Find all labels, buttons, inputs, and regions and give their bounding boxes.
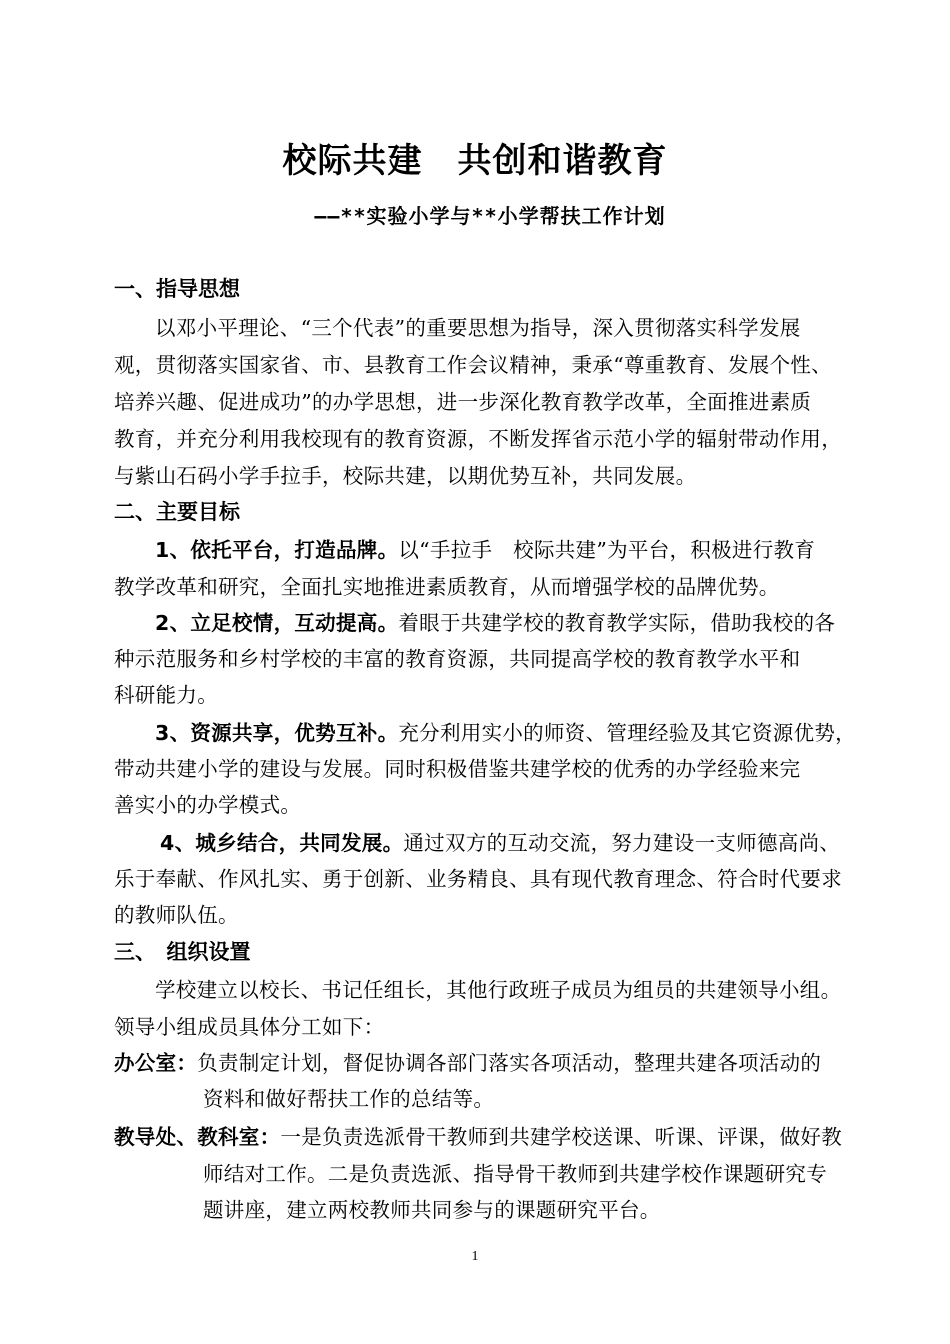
goal-4-title: 4、城乡结合，共同发展。 bbox=[160, 831, 404, 855]
paragraph-line: 的教师队伍。 bbox=[114, 903, 239, 927]
goal-4-text: 通过双方的互动交流，努力建设一支师德高尚、 bbox=[403, 831, 841, 855]
paragraph-line: 观，贯彻落实国家省、市、县教育工作会议精神，秉承“尊重教育、发展个性、 bbox=[114, 353, 832, 377]
goal-1-text: 以“手拉手 校际共建”为平台，积极进行教育 bbox=[398, 538, 816, 562]
section-heading-guiding-ideology: 一、指导思想 bbox=[114, 277, 240, 301]
goal-3-line bbox=[155, 716, 856, 746]
goal-3-text: 充分利用实小的师资、管理经验及其它资源优势， bbox=[398, 721, 856, 745]
paragraph-line: 资料和做好帮扶工作的总结等。 bbox=[203, 1087, 495, 1111]
page-number: 1 bbox=[471, 1249, 479, 1264]
goal-1-title: 1、依托平台，打造品牌。 bbox=[155, 538, 399, 562]
section-heading-organization: 三、 组织设置 bbox=[114, 940, 251, 964]
office-text: 负责制定计划，督促协调各部门落实各项活动，整理共建各项活动的 bbox=[197, 1051, 822, 1075]
paragraph-line: 善实小的办学模式。 bbox=[114, 793, 302, 817]
page-title: 校际共建 共创和谐教育 bbox=[282, 141, 668, 181]
goal-4-line bbox=[160, 826, 840, 856]
paragraph-line: 领导小组成员具体分工如下： bbox=[114, 1015, 385, 1039]
office-label: 办公室： bbox=[114, 1051, 198, 1075]
goal-1-line bbox=[155, 533, 815, 563]
teaching-duty-line bbox=[114, 1120, 842, 1150]
paragraph-line: 与紫山石码小学手拉手，校际共建，以期优势互补，共同发展。 bbox=[114, 464, 697, 488]
paragraph-line: 师结对工作。二是负责选派、指导骨干教师到共建学校作课题研究专 bbox=[203, 1162, 827, 1186]
goal-3-title: 3、资源共享，优势互补。 bbox=[155, 721, 399, 745]
paragraph-line: 题讲座，建立两校教师共同参与的课题研究平台。 bbox=[203, 1198, 661, 1222]
paragraph-line: 种示范服务和乡村学校的丰富的教育资源，共同提高学校的教育教学水平和 bbox=[114, 647, 801, 671]
paragraph-line: 教学改革和研究，全面扎实地推进素质教育，从而增强学校的品牌优势。 bbox=[114, 575, 780, 599]
paragraph-line: 以邓小平理论、“三个代表”的重要思想为指导，深入贯彻落实科学发展 bbox=[155, 316, 801, 340]
paragraph-line: 科研能力。 bbox=[114, 683, 218, 707]
goal-2-line bbox=[155, 606, 835, 636]
page-subtitle: ——**实验小学与**小学帮扶工作计划 bbox=[314, 204, 666, 228]
paragraph-line: 带动共建小学的建设与发展。同时积极借鉴共建学校的优秀的办学经验来完 bbox=[114, 757, 801, 781]
goal-2-text: 着眼于共建学校的教育教学实际，借助我校的各 bbox=[398, 611, 836, 635]
goal-2-title: 2、立足校情，互动提高。 bbox=[155, 611, 399, 635]
paragraph-line: 教育，并充分利用我校现有的教育资源，不断发挥省示范小学的辐射带动作用， bbox=[114, 427, 842, 451]
teaching-text: 一是负责选派骨干教师到共建学校送课、听课、评课，做好教 bbox=[280, 1125, 843, 1149]
office-duty-line bbox=[114, 1046, 821, 1076]
paragraph-line: 学校建立以校长、书记任组长，其他行政班子成员为组员的共建领导小组。 bbox=[155, 978, 842, 1002]
paragraph-line: 乐于奉献、作风扎实、勇于创新、业务精良、具有现代教育理念、符合时代要求 bbox=[114, 867, 842, 891]
paragraph-line: 培养兴趣、促进成功”的办学思想，进一步深化教育教学改革，全面推进素质 bbox=[114, 390, 812, 414]
teaching-label: 教导处、教科室： bbox=[114, 1125, 281, 1149]
section-heading-main-goals: 二、主要目标 bbox=[114, 500, 240, 524]
